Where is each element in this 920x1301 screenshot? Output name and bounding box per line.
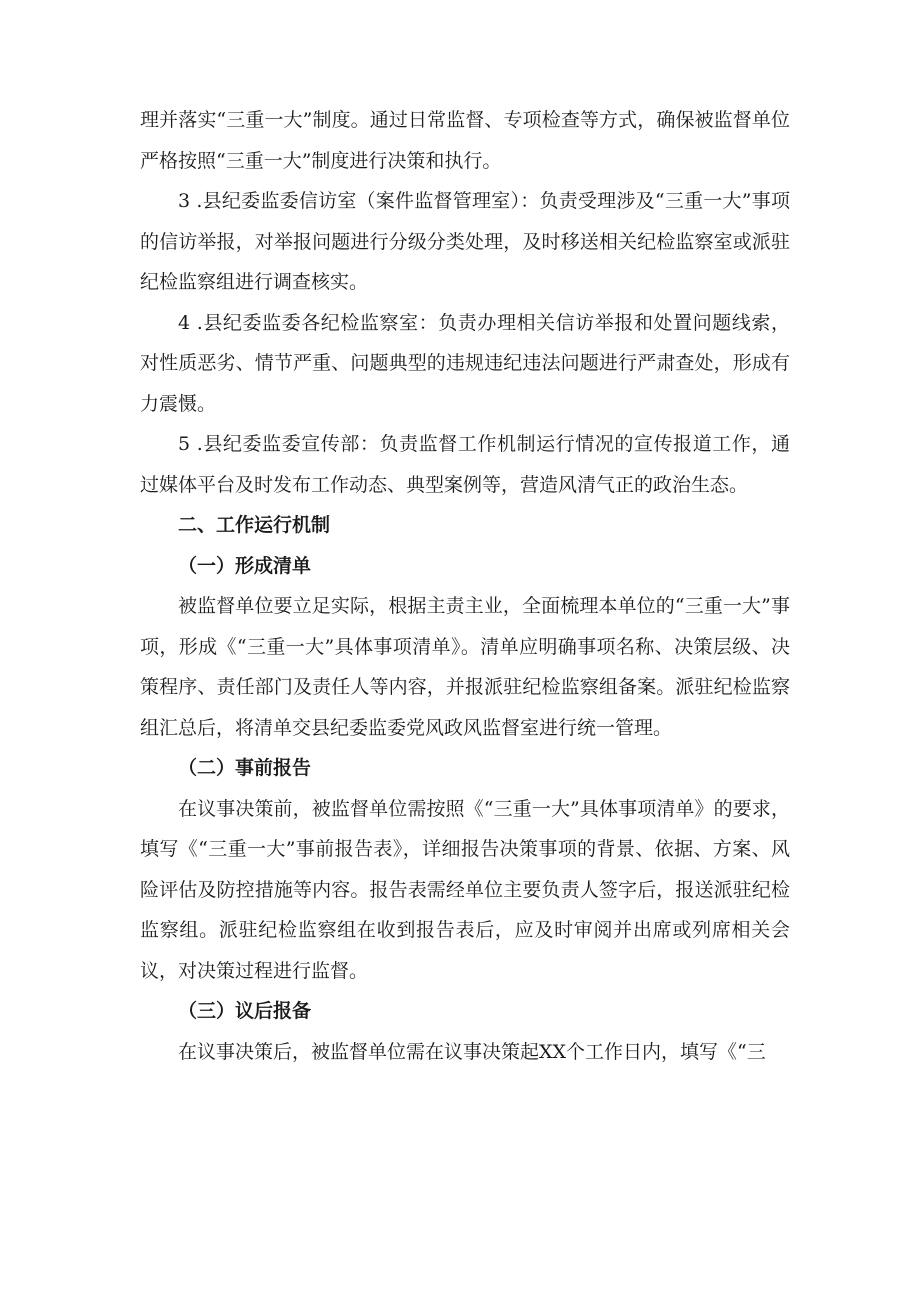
- paragraph-item-3: 3 .县纪委监委信访室（案件监督管理室）：负责受理涉及“三重一大”事项的信访举报，对举报问题进行分级分类处理，及时移送相关纪检监察室或派驻纪检监察组进行调查核实。: [140, 190, 790, 293]
- subsection-heading-1: （一）形成清单: [178, 554, 312, 577]
- subsection-heading-2: （二）事前报告: [178, 757, 312, 779]
- document-page: [140, 100, 790, 1072]
- subsection-heading-3: （三）议后报备: [178, 1000, 312, 1022]
- section-heading-2: 二、工作运行机制: [178, 514, 331, 536]
- paragraph-continued: 理并落实“三重一大”制度。通过日常监督、专项检查等方式，确保被监督单位严格按照“三重一大”制度进行决策和执行。: [140, 109, 790, 172]
- paragraph-form-list: 被监督单位要立足实际，根据主责主业，全面梳理本单位的“三重一大”事项，形成《“三重一大”具体事项清单》。清单应明确事项名称、决策层级、决策程序、责任部门及责任人等内容，并报派驻纪检监察组备案。派驻纪检监察组汇总后，将清单交县纪委监委党风政风监督室进行统一管理。: [140, 595, 790, 739]
- paragraph-pre-report: 在议事决策前，被监督单位需按照《“三重一大”具体事项清单》的要求，填写《“三重一大”事前报告表》，详细报告决策事项的背景、依据、方案、风险评估及防控措施等内容。报告表需经单位主要负责人签字后，报送派驻纪检监察组。派驻纪检监察组在收到报告表后，应及时审阅并出席或列席相关会议，对决策过程进行监督。: [140, 797, 790, 982]
- paragraph-item-4: 4 .县纪委监委各纪检监察室：负责办理相关信访举报和处置问题线索，对性质恶劣、情节严重、问题典型的违规违纪违法问题进行严肃查处，形成有力震慑。: [140, 311, 790, 415]
- paragraph-item-5: 5 .县纪委监委宣传部：负责监督工作机制运行情况的宣传报道工作，通过媒体平台及时发布工作动态、典型案例等，营造风清气正的政治生态。: [140, 433, 790, 496]
- paragraph-post-filing: 在议事决策后，被监督单位需在议事决策起XX个工作日内，填写《“三: [178, 1040, 766, 1063]
